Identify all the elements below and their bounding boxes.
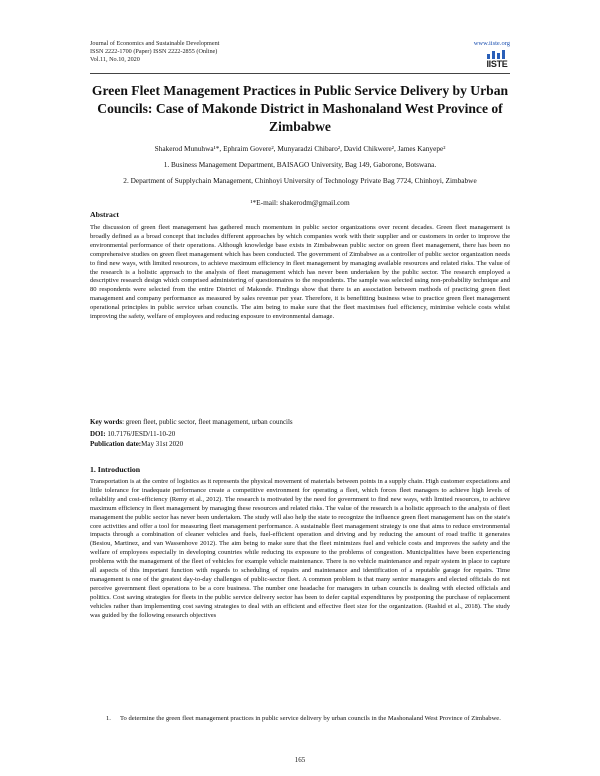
keywords-text: : green fleet, public sector, fleet management, urban councils <box>122 418 293 426</box>
journal-header <box>90 40 219 64</box>
logo-bars-icon <box>486 50 508 59</box>
objective-number: 1. <box>106 715 111 722</box>
objective-text: To determine the green fleet management practices in public service delivery by urban councils in the Mashonaland West Province of Zimbabwe. <box>120 715 501 722</box>
doi-label: DOI: <box>90 430 106 438</box>
affiliation-2: 2. Department of Supplychain Management, Chinhoyi University of Technology Private Bag 7724, Chinhoyi, Zimbabwe <box>123 176 477 185</box>
corresponding-email: ¹*E-mail: shakerodm@gmail.com <box>250 198 350 207</box>
introduction-heading: 1. Introduction <box>90 465 141 474</box>
author-list: Shakerod Munuhwa¹*, Ephraim Govere², Munyaradzi Chibaro², David Chikwere², James Kanyepe² <box>154 144 446 153</box>
website-link[interactable]: www.iiste.org <box>473 40 510 47</box>
introduction-text: Transportation is at the centre of logistics as it represents the physical movement of materials between points in a supply chain. High customer expectations and little tolerance for inadequate performance create a competitive environment for operating a fleet, which forces fleet managers to achieve high levels of reliability and cost-efficiency (Remy et al., 2012). The research is motivated by the need for government to find new ways, with limited resources, to achieve maximum efficiency in fleet management by managing these resources and related risks. The value of the research is a holistic approach to the analysis of fleet management the public sector has never been undertaken. The study will also help the state to recognize the influence green fleet management has on the state's core activities and offer a tool for measuring fleet management performance. A sustainable fleet management strategy is one that aims to reduce environmental impacts through a combination of cleaner vehicles and fuels, fuel-efficient operation and driving and by reducing the amount of road traffic it generates (Besiou, Martinez, and van Wassenhove 2012). The aim being to make sure that the fleet minimizes fuel and vehicle costs and improves the safety and the welfare of employees especially in developing countries while reducing its exposure to the problems of congestion. Municipalities have been experiencing problems with the management of the fleet of vehicles for example vehicle maintenance. There is no vehicle maintenance and repair system in place to capture all aspects of this important function with regards to scheduling of repairs and maintenance and identification of a reputable garage for repairs. Time management is one of the greatest day-to-day challenges of public-sector fleet. A common problem is that many senior managers and elected officials do not perceive government fleet operations to be a core business. The number one headache for managers in urban councils is dealing with elected officials and politics. Cost saving strategies for fleets in the public service delivery sector has been to defer capital expenditures by postponing the purchase of replacement vehicles rather than implementing cost saving strategies to deal with an efficient and effective fleet size for the organization. (Rashid et al., 2018). The study was guided by the following research objectives <box>90 478 510 619</box>
doi-line <box>90 430 175 438</box>
abstract-text: The discussion of green fleet management has gathered much momentum in public sector organizations over recent decades. Green fleet management is broadly defined as a broad concept that includes different approaches by which companies work with their supplier and or customers in order to improve the environmental performance of their operations. Although knowledge base exists in Zimbabwean public sector on green fleet management, there has been no comprehensive studies on green fleet management which has been conducted. The government of Zimbabwe as a controller of public sector organization needs to find new ways, with limited resources, to achieve maximum efficiency in fleet management by managing available resources and related risks. The value of the research is a holistic approach to the analysis of fleet management which has never been undertaken by the public sector. The research employed a descriptive research design which comprised administering of questionnaires to the respondents. The sample was selected using non-probability technique and 80 respondents were selected from the entire District of Makonde. Findings show that there is an association between methods of practicing green fleet management and company performance as measured by sales revenue per year. Therefore, it is benefitting business wise to practice green fleet management operational principles in public service urban councils. The aim being to make sure that the fleet maximises fuel efficiency, minimise vehicle costs whilst improving the safety, welfare of employees and reducing exposure to environmental damage. <box>90 224 510 321</box>
publication-date-label: Publication date: <box>90 440 142 448</box>
journal-volume: Vol.11, No.10, 2020 <box>90 56 140 63</box>
affiliation-1: 1. Business Management Department, BAISAGO University, Bag 149, Gaborone, Botswana. <box>163 160 437 169</box>
keywords-line <box>90 418 510 426</box>
doi-value: 10.7176/JESD/11-10-20 <box>105 430 176 438</box>
journal-branding <box>474 40 510 75</box>
logo-text: IISTE <box>486 59 508 69</box>
publication-date-value: May 31st 2020 <box>141 440 184 448</box>
paper-title: Green Fleet Management Practices in Public Service Delivery by Urban Councils: Case of Makonde District in Mashonaland West Province of Zimbabwe <box>91 83 509 134</box>
publication-date-line <box>90 440 183 448</box>
abstract-heading: Abstract <box>90 210 120 219</box>
keywords-label: Key words <box>90 418 123 426</box>
journal-issn: ISSN 2222-1700 (Paper) ISSN 2222-2855 (Online) <box>90 48 218 55</box>
page-number: 165 <box>294 756 306 764</box>
iiste-logo <box>484 50 510 70</box>
header-divider <box>90 73 510 74</box>
research-objective-item <box>90 715 510 724</box>
journal-name: Journal of Economics and Sustainable Development <box>90 40 220 47</box>
